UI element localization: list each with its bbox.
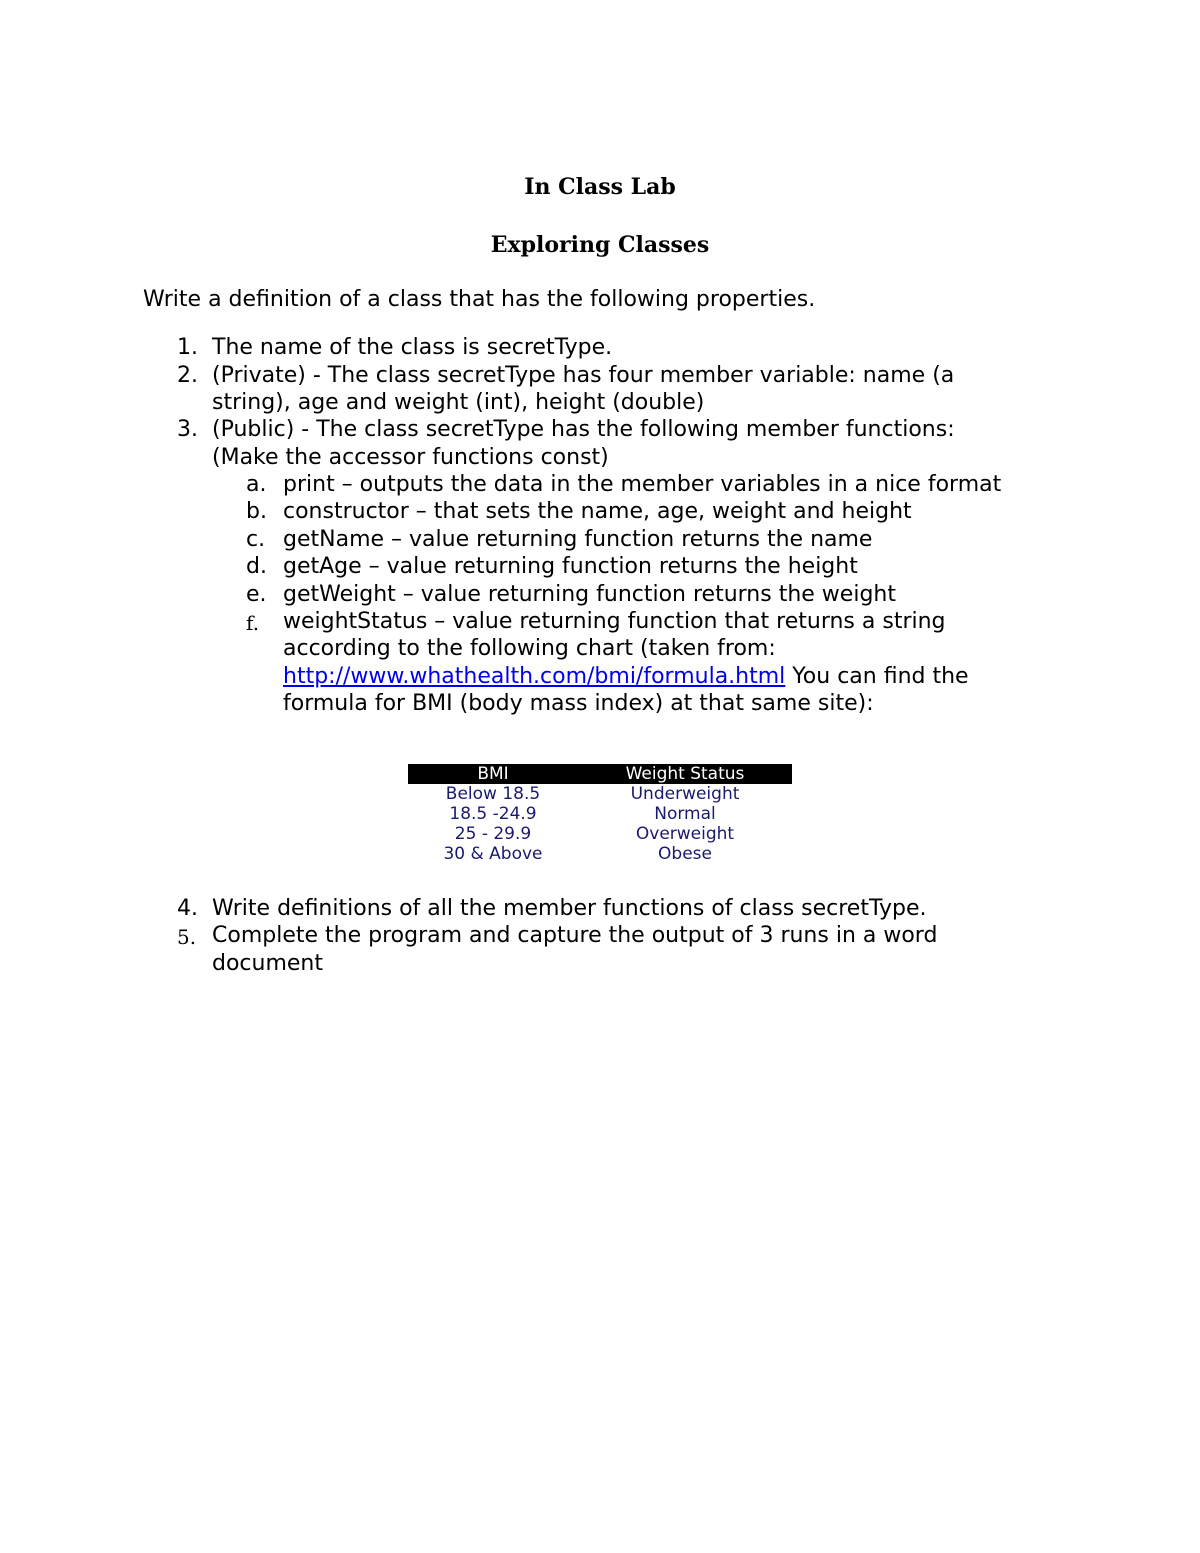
- table-row: [408, 784, 792, 804]
- bmi-range-cell: 25 - 29.9: [454, 824, 532, 844]
- list-number-5: 5.: [177, 925, 197, 949]
- list-item-5-line-2: document: [212, 951, 323, 976]
- sub-item-f-line-2: according to the following chart (taken from:: [283, 636, 776, 661]
- document-subtitle: Exploring Classes: [490, 232, 710, 258]
- sub-item-f-line-3: [283, 664, 969, 689]
- list-item-3-line-2: (Make the accessor functions const): [212, 445, 609, 470]
- bmi-range-cell: 30 & Above: [443, 844, 543, 864]
- table-row: [408, 804, 792, 824]
- bmi-table: [408, 764, 792, 864]
- table-row: [408, 824, 792, 844]
- sub-marker-c: c.: [246, 527, 266, 552]
- sub-marker-a: a.: [246, 472, 267, 497]
- sub-item-a: print – outputs the data in the member variables in a nice format: [283, 472, 1002, 497]
- sub-marker-d: d.: [246, 554, 267, 579]
- table-row: [408, 844, 792, 864]
- sub-item-b: constructor – that sets the name, age, weight and height: [283, 499, 912, 524]
- list-item-3-line-1: (Public) - The class secretType has the following member functions:: [212, 417, 955, 442]
- list-item-4: Write definitions of all the member functions of class secretType.: [212, 896, 927, 921]
- list-number-1: 1.: [177, 335, 198, 360]
- list-number-3: 3.: [177, 417, 198, 442]
- weight-status-cell: Underweight: [630, 784, 740, 804]
- list-item-2-line-2: string), age and weight (int), height (double): [212, 390, 705, 415]
- list-item-1: The name of the class is secretType.: [212, 335, 613, 360]
- document-title: In Class Lab: [524, 174, 676, 200]
- bmi-table-header-row: [408, 764, 792, 784]
- sub-item-f-line-4: formula for BMI (body mass index) at that same site):: [283, 691, 874, 716]
- sub-item-e: getWeight – value returning function returns the weight: [283, 582, 896, 607]
- list-item-2-line-1: (Private) - The class secretType has four member variable: name (a: [212, 363, 955, 388]
- weight-status-cell: Normal: [654, 804, 716, 824]
- sub-marker-f: f.: [246, 611, 260, 635]
- bmi-header: BMI: [408, 764, 578, 784]
- sub-marker-b: b.: [246, 499, 267, 524]
- weight-status-cell: Obese: [658, 844, 712, 864]
- sub-item-f-line-3-rest: You can find the: [785, 664, 969, 689]
- bmi-source-link[interactable]: http://www.whathealth.com/bmi/formula.html: [283, 664, 786, 689]
- weight-status-header: Weight Status: [578, 764, 792, 784]
- sub-marker-e: e.: [246, 582, 267, 607]
- list-item-5-line-1: Complete the program and capture the output of 3 runs in a word: [212, 923, 938, 948]
- list-number-4: 4.: [177, 896, 198, 921]
- bmi-range-cell: Below 18.5: [445, 784, 541, 804]
- sub-item-d: getAge – value returning function returns the height: [283, 554, 858, 579]
- list-number-2: 2.: [177, 363, 198, 388]
- sub-item-f-line-1: weightStatus – value returning function that returns a string: [283, 609, 946, 634]
- weight-status-cell: Overweight: [635, 824, 735, 844]
- sub-item-c: getName – value returning function returns the name: [283, 527, 873, 552]
- intro-paragraph: Write a definition of a class that has the following properties.: [143, 287, 816, 312]
- bmi-range-cell: 18.5 -24.9: [449, 804, 537, 824]
